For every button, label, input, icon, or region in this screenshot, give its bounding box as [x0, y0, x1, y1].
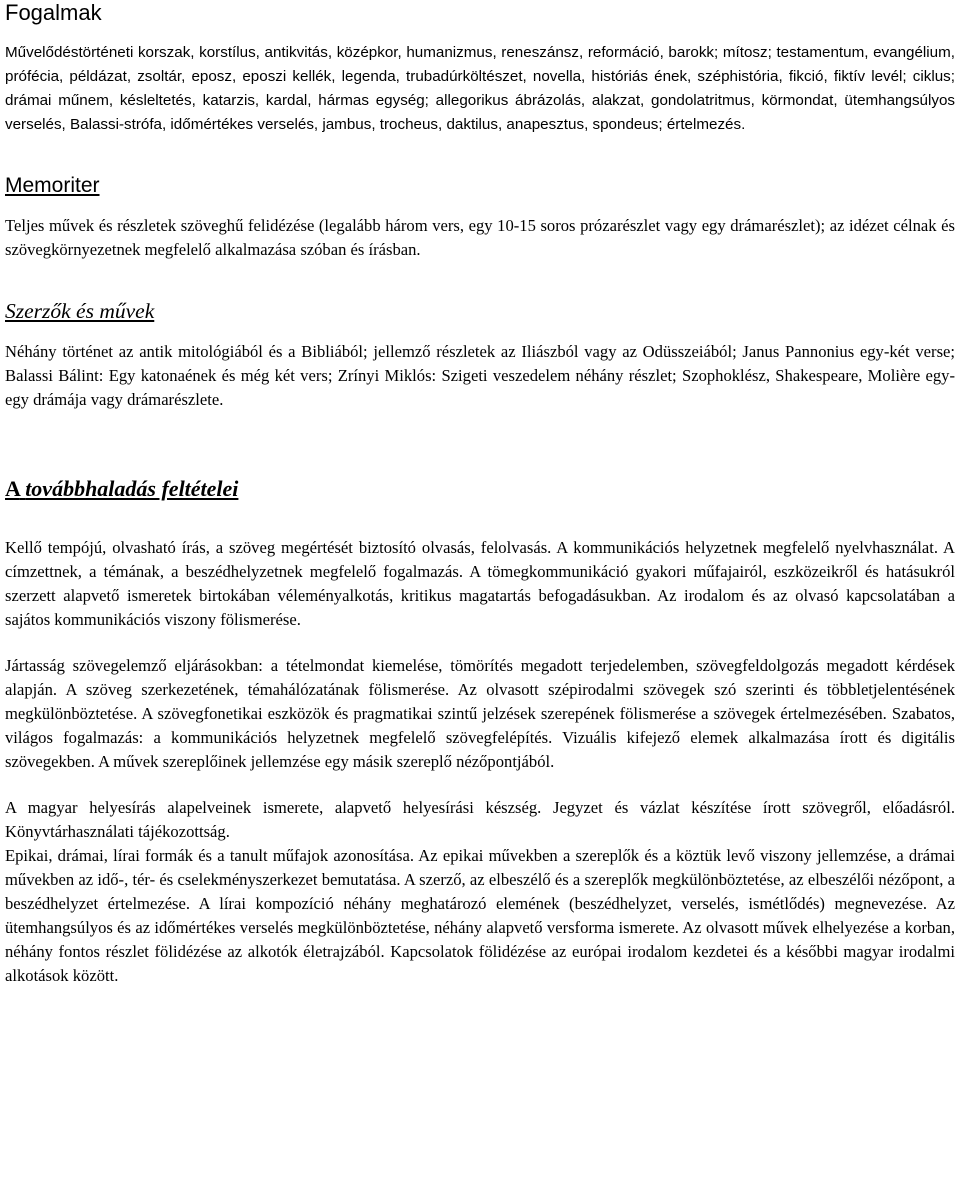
szerzok-text: Néhány történet az antik mitológiából és a Bibliából; jellemző részletek az Iliászból vagy az Odüsszeiából; Janus Pannonius egy-két verse; Balassi Bálint: Egy katonaének és még két vers; Zrínyi Miklós: Szigeti veszedelem néhány részlet; Szophoklész, Shakespeare, Molière egy-egy drámája vagy drámarészlete.	[5, 342, 955, 409]
tovabbhaladas-title-rest: továbbhaladás feltételei	[25, 476, 239, 501]
section-title-fogalmak: Fogalmak	[5, 0, 102, 25]
tovabbhaladas-paragraph-4: Epikai, drámai, lírai formák és a tanult műfajok azonosítása. Az epikai művekben a szereplők és a köztük levő viszony jellemzése, a drámai művekben az idő-, tér- és cselekményszerkezet bemutatása. A szerző, az elbeszélő és a szereplők megkülönböztetése, az elbeszélői nézőpont, a beszédhelyzet értelmezése. A lírai kompozíció néhány meghatározó elemének (beszédhelyzet, verselés, ismétlődés) megnevezése. Az ütemhangsúlyos és az időmértékes verselés megkülönböztetése, néhány alapvető versforma ismerete. Az olvasott művek elhelyezése a korban, néhány fontos részlet fölidézése az alkotók életrajzából. Kapcsolatok fölidézése az európai irodalom kezdetei és a későbbi magyar irodalmi alkotások között.	[5, 846, 955, 985]
fogalmak-text: Művelődéstörténeti korszak, korstílus, antikvitás, középkor, humanizmus, reneszánsz, reformáció, barokk; mítosz; testamentum, evangélium, prófécia, példázat, zsoltár, eposz, eposzi kellék, legenda, trubadúrköltészet, novella, históriás ének, széphistória, fikció, fiktív levél; ciklus; drámai műnem, késleltetés, katarzis, kardal, hármas egység; allegorikus ábrázolás, alakzat, gondolatritmus, körmondat, ütemhangsúlyos verselés, Balassi-strófa, időmértékes verselés, jambus, trocheus, daktilus, anapesztus, spondeus; értelmezés.	[5, 44, 955, 133]
tovabbhaladas-paragraph-1: Kellő tempójú, olvasható írás, a szöveg megértését biztosító olvasás, felolvasás. A kommunikációs helyzetnek megfelelő nyelvhasználat. A címzettnek, a témának, a beszédhelyzetnek megfelelő fogalmazás. A tömegkommunikáció gyakori műfajairól, eszközeikről és hatásukról szerzett alapvető ismeretek birtokában véleményalkotás, kritikus magatartás befogadásukban. Az irodalom és az olvasó kapcsolatában a sajátos kommunikációs viszony fölismerése.	[5, 538, 955, 629]
section-title-memoriter: Memoriter	[5, 174, 100, 197]
tovabbhaladas-paragraph-3: A magyar helyesírás alapelveinek ismerete, alapvető helyesírási készség. Jegyzet és vázlat készítése írott szövegről, előadásról. Könyvtárhasználati tájékozottság.	[5, 798, 955, 841]
szerzok-title-text: Szerzők és művek	[5, 299, 155, 323]
section-title-tovabbhaladas	[5, 476, 955, 502]
memoriter-text: Teljes művek és részletek szöveghű felidézése (legalább három vers, egy 10-15 soros prózarészlet vagy egy drámarészlet); az idézet célnak és szövegkörnyezetnek megfelelő alkalmazása szóban és írásban.	[5, 216, 955, 259]
tovabbhaladas-paragraph-2: Jártasság szövegelemző eljárásokban: a tételmondat kiemelése, tömörítés megadott terjedelemben, szövegfeldolgozás megadott kérdések alapján. A szöveg szerkezetének, témahálózatának fölismerése. Az olvasott szépirodalmi szövegek szó szerinti és többletjelentésének megkülönböztetése. A szövegfonetikai eszközök és pragmatikai szintű jelzések szerepének fölismerése a szövegek értelmezésében. Szabatos, világos fogalmazás: a kommunikációs helyzetnek megfelelő szövegfelépítés. Vizuális kifejező elemek alkalmazása írott és digitális szövegekben. A művek szereplőinek jellemzése egy másik szereplő nézőpontjából.	[5, 656, 955, 771]
section-title-szerzok	[5, 298, 955, 324]
tovabbhaladas-title-a: A	[5, 476, 20, 501]
